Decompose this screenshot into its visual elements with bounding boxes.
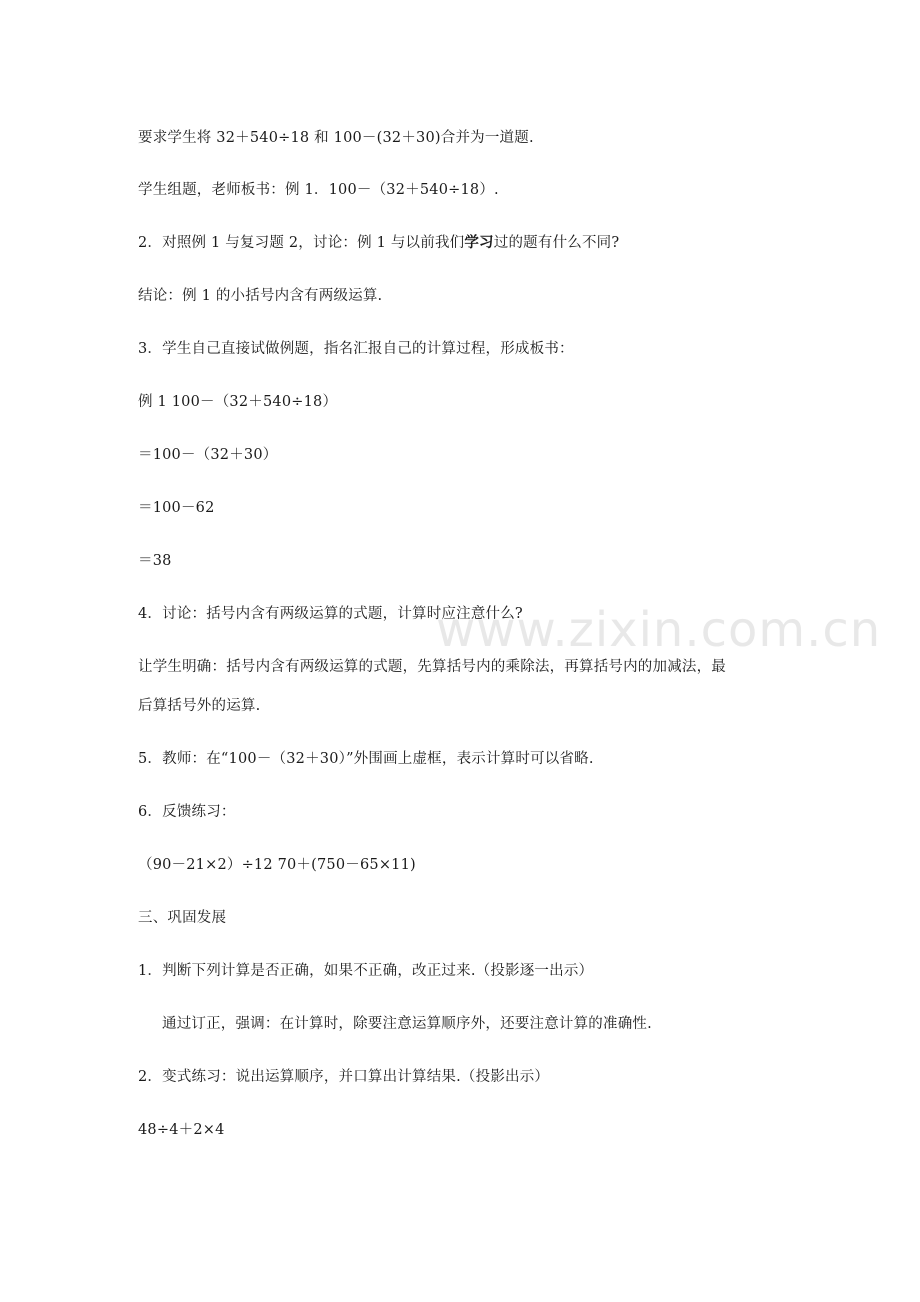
text-segment: 2．对照例 1 与复习题 2，讨论：例 1 与以前我们: [138, 235, 465, 251]
paragraph-correction-emphasis: 通过订正，强调：在计算时，除要注意运算顺序外，还要注意计算的准确性.: [162, 1016, 652, 1032]
paragraph-student-try: 3．学生自己直接试做例题，指名汇报自己的计算过程，形成板书：: [138, 341, 574, 357]
equation-result: ＝38: [138, 553, 172, 569]
watermark: www.zixin.com.cn: [436, 602, 882, 658]
paragraph-teacher-frame: 5．教师：在“100－（32＋30）”外围画上虚框，表示计算时可以省略.: [138, 751, 594, 767]
paragraph-feedback-practice: 6．反馈练习：: [138, 804, 236, 820]
text-segment: 过的题有什么不同?: [493, 235, 620, 251]
bold-text-segment: 学习: [464, 234, 494, 251]
paragraph-judge-calculation: 1．判断下列计算是否正确，如果不正确，改正过来.（投影逐一出示）: [138, 963, 594, 979]
paragraph-discussion-attention: 4．讨论：括号内含有两级运算的式题，计算时应注意什么?: [138, 606, 523, 622]
equation-step-3: ＝100－62: [138, 500, 215, 516]
paragraph-clarify-line-1: 让学生明确：括号内含有两级运算的式题，先算括号内的乘除法，再算括号内的加减法，最: [138, 659, 726, 675]
section-heading-consolidate: 三、巩固发展: [138, 910, 227, 926]
paragraph-variant-practice: 2．变式练习：说出运算顺序，并口算出计算结果.（投影出示）: [138, 1069, 550, 1085]
paragraph-discussion-compare: [138, 233, 619, 253]
practice-expression-final: 48÷4＋2×4: [138, 1122, 225, 1138]
equation-step-1: 例 1 100－（32＋540÷18）: [138, 394, 338, 410]
equation-step-2: ＝100－（32＋30）: [138, 447, 278, 463]
paragraph-conclusion: 结论：例 1 的小括号内含有两级运算.: [138, 288, 383, 304]
paragraph-clarify-line-2: 后算括号外的运算.: [138, 698, 261, 714]
paragraph-example-board: 学生组题，老师板书：例 1．100－（32＋540÷18）.: [138, 182, 499, 198]
paragraph-merge-task: 要求学生将 32＋540÷18 和 100－(32＋30)合并为一道题.: [138, 130, 534, 146]
practice-expressions: （90－21×2）÷12 70＋(750－65×11): [138, 857, 416, 873]
